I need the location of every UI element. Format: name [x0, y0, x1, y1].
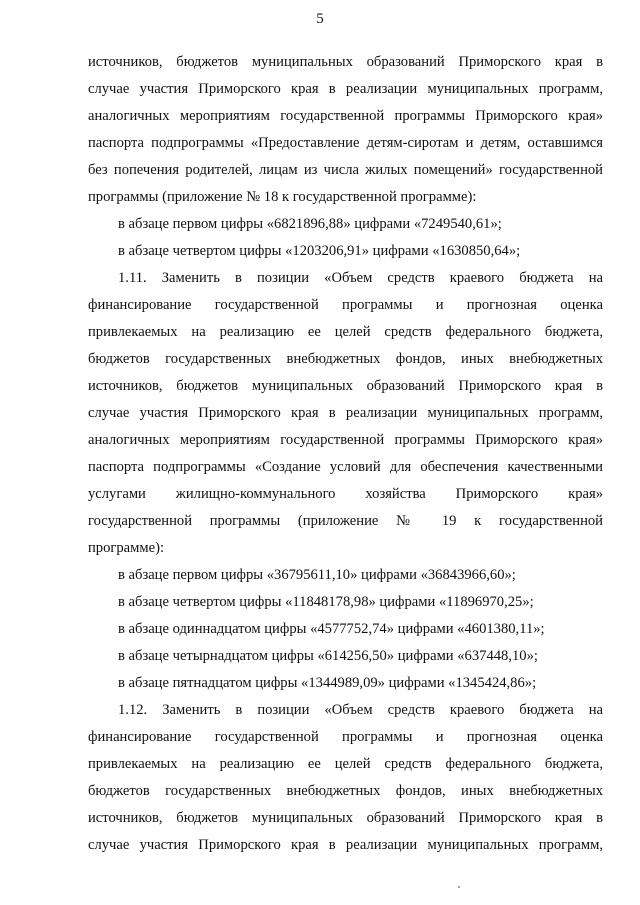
text-line: паспорта подпрограммы «Предоставление детям-сиротам и детям, оставшимся [88, 135, 603, 151]
text-line: аналогичных мероприятиям государственной программы Приморского края» [88, 432, 603, 448]
text-line: государственной программы (приложение № 19 к государственной [88, 513, 603, 529]
text-line: в абзаце первом цифры «6821896,88» цифрами «7249540,61»; [118, 216, 502, 232]
text-line: в абзаце одиннадцатом цифры «4577752,74» цифрами «4601380,11»; [118, 621, 545, 637]
text-line: случае участия Приморского края в реализации муниципальных программ, [88, 405, 603, 421]
text-line: источников, бюджетов муниципальных образований Приморского края в [88, 810, 603, 826]
text-line: в абзаце четырнадцатом цифры «614256,50» цифрами «637448,10»; [118, 648, 538, 664]
text-line: программе): [88, 540, 165, 556]
text-line: в абзаце четвертом цифры «1203206,91» цифрами «1630850,64»; [118, 243, 521, 259]
page-number: 5 [316, 11, 324, 27]
text-line: в абзаце пятнадцатом цифры «1344989,09» цифрами «1345424,86»; [118, 675, 537, 691]
text-line: без попечения родителей, лицам из числа жилых помещений» государственной [88, 162, 603, 178]
text-line: программы (приложение № 18 к государственной программе): [88, 189, 477, 205]
section-heading-1-12: 1.12. Заменить в позиции «Объем средств краевого бюджета на [118, 702, 603, 718]
text-line: бюджетов государственных внебюджетных фондов, иных внебюджетных [88, 351, 603, 367]
text-line: источников, бюджетов муниципальных образований Приморского края в [88, 54, 603, 70]
text-line: источников, бюджетов муниципальных образований Приморского края в [88, 378, 603, 394]
text-line: паспорта подпрограммы «Создание условий для обеспечения качественными [88, 459, 603, 475]
text-line: финансирование государственной программы и прогнозная оценка [88, 297, 603, 313]
text-line: в абзаце первом цифры «36795611,10» цифрами «36843966,60»; [118, 567, 516, 583]
text-line: бюджетов государственных внебюджетных фондов, иных внебюджетных [88, 783, 603, 799]
section-heading-1-11: 1.11. Заменить в позиции «Объем средств краевого бюджета на [118, 270, 603, 286]
text-line: привлекаемых на реализацию ее целей средств федерального бюджета, [88, 324, 603, 340]
scan-artifact [458, 886, 460, 888]
text-line: аналогичных мероприятиям государственной программы Приморского края» [88, 108, 603, 124]
text-line: случае участия Приморского края в реализации муниципальных программ, [88, 81, 603, 97]
text-line: случае участия Приморского края в реализации муниципальных программ, [88, 837, 603, 853]
text-line: услугами жилищно-коммунального хозяйства Приморского края» [88, 486, 603, 502]
text-line: финансирование государственной программы и прогнозная оценка [88, 729, 603, 745]
text-line: привлекаемых на реализацию ее целей средств федерального бюджета, [88, 756, 603, 772]
text-line: в абзаце четвертом цифры «11848178,98» цифрами «11896970,25»; [118, 594, 534, 610]
